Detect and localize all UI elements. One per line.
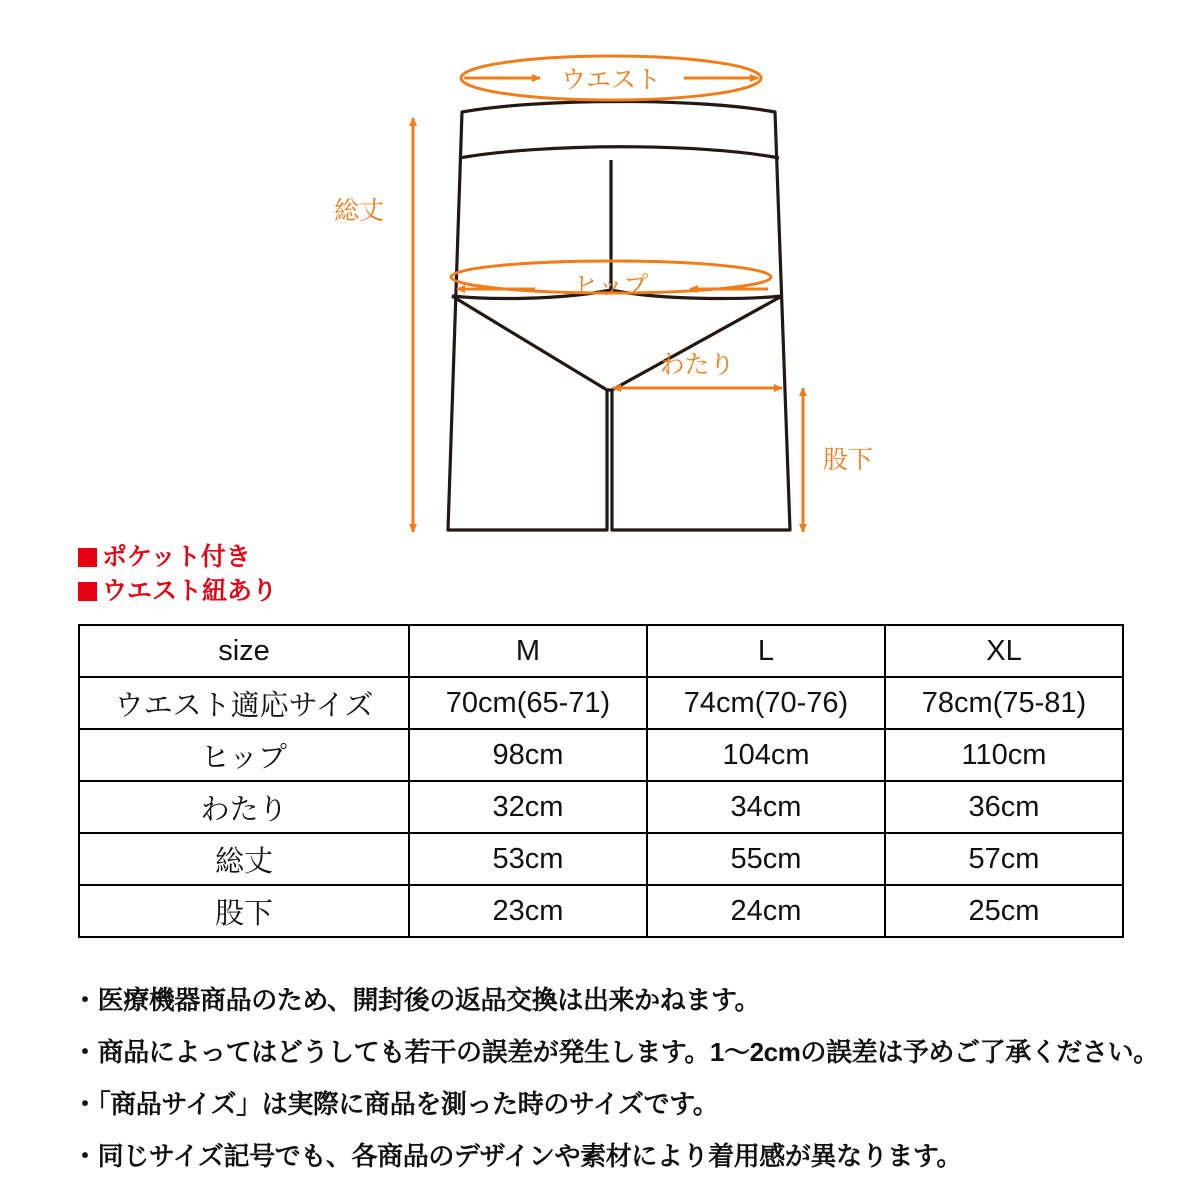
table-header-row [79,625,1123,677]
total-length-measure-arrow [334,118,413,532]
inseam-measure-arrow [803,388,873,532]
table-row [79,833,1123,885]
row-value: 104cm [647,729,885,781]
feature-item [78,541,578,573]
row-label: 股下 [79,885,409,937]
row-value: 110cm [885,729,1123,781]
waist-measure-arrow [461,56,761,100]
label-total-length: 総丈 [333,197,385,225]
square-bullet-icon [78,582,97,601]
label-thigh: わたり [659,351,735,379]
table-row [79,781,1123,833]
row-value: 98cm [409,729,647,781]
thigh-measure-arrow [613,351,782,388]
row-value: 55cm [647,833,885,885]
row-value: 57cm [885,833,1123,885]
row-value: 78cm(75-81) [885,677,1123,729]
footnotes [72,985,1172,1194]
footnote-item: ・医療機器商品のため、開封後の返品交換は出来かねます。 [72,985,761,1015]
row-value: 25cm [885,885,1123,937]
feature-item [78,575,578,607]
table-header-cell: size [79,625,409,677]
row-value: 74cm(70-76) [647,677,885,729]
feature-list [78,541,578,609]
table-row [79,885,1123,937]
footnote-item: ・同じサイズ記号でも、各商品のデザインや素材により着用感が異なります。 [72,1141,963,1172]
row-label: ヒップ [79,729,409,781]
row-value: 32cm [409,781,647,833]
row-value: 36cm [885,781,1123,833]
table-row [79,677,1123,729]
size-table [78,624,1124,938]
feature-label: ウエスト紐あり [102,577,278,605]
footnote-item: ・商品によってはどうしても若干の誤差が発生します。1〜2cmの誤差は予めご了承ください。 [72,1037,1159,1068]
label-inseam: 股下 [822,446,874,474]
table-header-cell: L [647,625,885,677]
table-row [79,729,1123,781]
row-value: 23cm [409,885,647,937]
row-label: 総丈 [79,833,409,885]
row-value: 24cm [647,885,885,937]
table-header-cell: XL [885,625,1123,677]
square-bullet-icon [78,548,97,567]
footnote-item: ・「商品サイズ」は実際に商品を測った時のサイズです。 [72,1089,719,1120]
row-label: わたり [79,781,409,833]
shorts-outline-illustration [448,102,790,531]
row-value: 34cm [647,781,885,833]
table-header-cell: M [409,625,647,677]
label-waist: ウエスト [560,66,662,94]
row-value: 53cm [409,833,647,885]
row-value: 70cm(65-71) [409,677,647,729]
feature-label: ポケット付き [102,543,251,571]
label-hip: ヒップ [573,272,649,300]
row-label: ウエスト適応サイズ [79,677,409,729]
